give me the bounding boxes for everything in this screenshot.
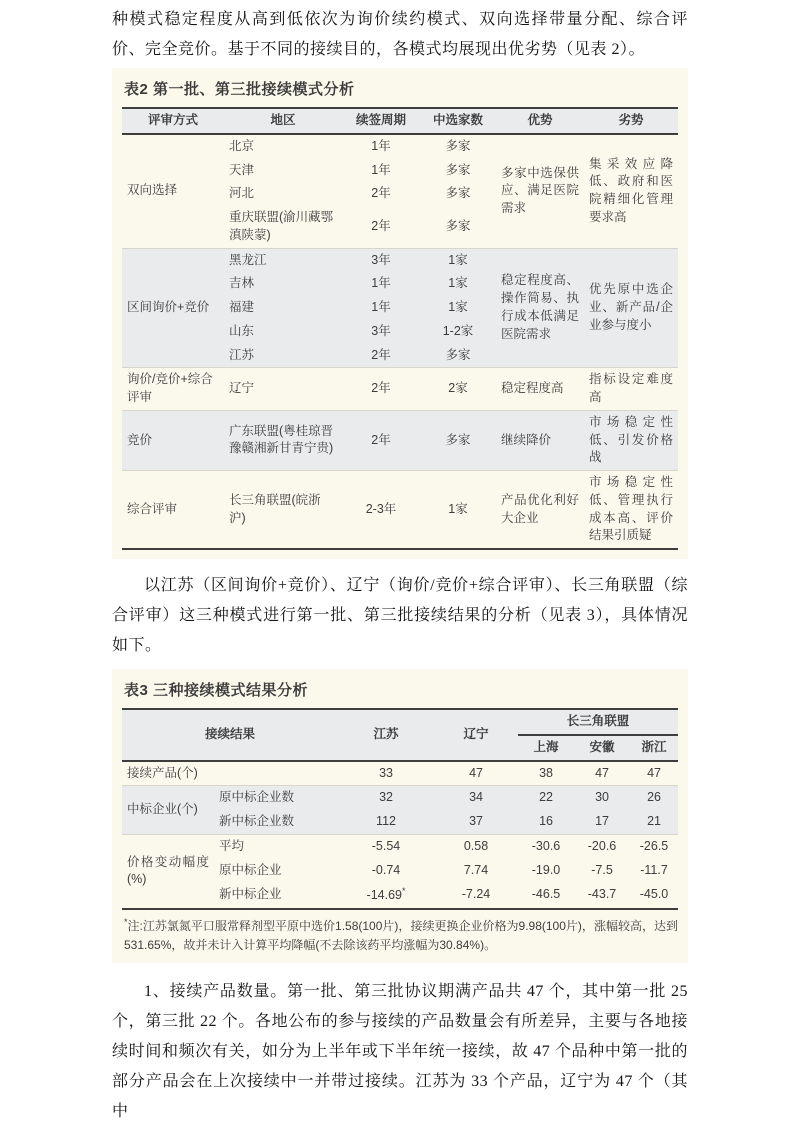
t3-group-label: 中标企业(个) [122,786,214,835]
table2-block [112,68,688,559]
table2 [122,107,678,550]
t3-value-cell: -45.0 [639,887,669,902]
table-row [122,471,678,550]
t3-value-cell [338,882,434,909]
t2-period-cell: 1年 [371,138,391,153]
t3-value-cell: 47 [647,765,661,780]
t3-sub-label: 平均 [214,834,338,858]
t2-period-cell: 2年 [371,186,391,201]
t3-value-cell: -26.5 [630,834,678,858]
t2-region-cell: 天津 [229,162,255,177]
t2-mode-cell: 竞价 [122,410,224,470]
t2-winners-cell: 1家 [420,296,496,320]
t2-winners-cell: 1家 [420,272,496,296]
t2-winners-cell: 1家 [420,248,496,272]
t2-disadvantage-cell: 市场稳定性低、管理执行成本高、评价结果引质疑 [584,471,678,550]
t2-region-cell: 江苏 [224,344,342,368]
t2-disadvantage-cell: 优先原中选企业、新产品/企业参与度小 [584,248,678,368]
paragraph-middle: 以江苏（区间询价+竞价）、辽宁（询价/竞价+综合评审）、长三角联盟（综合评审）这三种模式进行第一批、第三批接续结果的分析（见表 3），具体情况如下。 [112,577,688,654]
t3-value-cell: 30 [574,786,630,810]
t2-header-region: 地区 [224,108,342,134]
t3-value-cell: 21 [630,810,678,834]
t2-header-disadvantage: 劣势 [584,108,678,134]
t2-advantage-cell: 稳定程度高 [496,368,584,411]
t2-period-cell: 3年 [342,248,420,272]
t2-header-advantage: 优势 [496,108,584,134]
t3-value-cell: -7.5 [591,862,613,877]
t3-value-cell: 26 [630,786,678,810]
table2-header-row [122,108,678,134]
table2-title: 表2 第一批、第三批接续模式分析 [124,81,355,98]
t3-value-cell: 47 [595,765,609,780]
t2-mode-cell: 双向选择 [127,183,178,198]
t2-winners-cell: 2家 [420,368,496,411]
t2-winners-cell: 1-2家 [420,320,496,344]
t3-value-cell: 16 [518,810,574,834]
t2-period-cell: 2年 [342,344,420,368]
t3-value-cell: -19.0 [531,862,561,877]
t3-value-cell: 22 [518,786,574,810]
t3-value-cell: 37 [434,810,518,834]
t2-period-cell: 1年 [342,296,420,320]
t2-advantage-cell: 继续降价 [496,410,584,470]
t2-period-cell: 1年 [342,272,420,296]
table-row [122,134,678,159]
table-row [122,786,678,810]
table-row [122,368,678,411]
t3-value-cell: -7.24 [461,887,491,902]
t2-region-cell: 北京 [229,138,255,153]
table3 [122,708,678,910]
t2-period-cell: 3年 [342,320,420,344]
footnote-asterisk: * [124,917,128,928]
footnote-text: 注:江苏氯氮平口服常释剂型平原中选价1.58(100片)，接续更换企业价格为9.98(100片)，涨幅较高，达到531.65%，故并未计入计算平均降幅(不去除该药平均涨幅为30.84%)。 [124,919,678,952]
t3-value-cell: 38 [539,765,553,780]
t3-sub-label: 新中标企业 [219,887,282,902]
t3-value-cell: -0.74 [371,862,401,877]
t2-advantage-cell: 产品优化利好大企业 [496,471,584,550]
t3-value-cell: -5.54 [338,834,434,858]
t3-value-cell: 33 [379,765,393,780]
t2-region-cell: 黑龙江 [224,248,342,272]
paragraph-intro: 种模式稳定程度从高到低依次为询价续约模式、双向选择带量分配、综合评价、完全竞价。基于不同的接续目的，各模式均展现出优劣势（见表 2）。 [112,11,688,58]
t3-header-jiangsu: 江苏 [338,709,434,761]
t2-winners-cell: 多家 [445,186,471,201]
t2-winners-cell: 多家 [445,138,471,153]
t2-period-cell: 2年 [342,410,420,470]
t3-group-label: 价格变动幅度(%) [122,834,214,909]
t3-value-cell: 0.58 [434,834,518,858]
table-row [122,834,678,858]
t2-disadvantage-cell: 市场稳定性低、引发价格战 [584,410,678,470]
t3-footnote-marker: * [401,886,406,897]
t3-value-cell: 47 [469,765,483,780]
t3-header-alliance: 长三角联盟 [518,709,678,735]
t2-mode-cell: 综合评审 [122,471,224,550]
t3-sub-label: 新中标企业数 [214,810,338,834]
t2-header-winners: 中选家数 [420,108,496,134]
t2-winners-cell: 多家 [420,410,496,470]
t2-region-cell: 广东联盟(粤桂琼晋豫赣湘新甘青宁贵) [224,410,342,470]
t2-winners-cell: 1家 [420,471,496,550]
t2-period-cell: 2年 [342,368,420,411]
t2-region-cell: 福建 [224,296,342,320]
t3-value-cell: 7.74 [463,862,489,877]
t3-header-anhui: 安徽 [574,735,630,761]
table-row [122,761,678,786]
t3-value-cell: 34 [434,786,518,810]
t2-advantage-cell: 稳定程度高、操作简易、执行成本低满足医院需求 [496,248,584,368]
table-row [122,410,678,470]
t2-region-cell: 河北 [229,186,255,201]
table-row [122,248,678,272]
table3-title: 表3 三种接续模式结果分析 [124,682,309,699]
t3-sub-label: 原中标企业数 [214,786,338,810]
t3-value-cell: 32 [338,786,434,810]
t2-region-cell: 山东 [224,320,342,344]
t3-value-cell: -46.5 [531,887,561,902]
t2-mode-cell: 区间询价+竞价 [122,248,224,368]
t2-winners-cell: 多家 [445,162,471,177]
t3-header-liaoning: 辽宁 [434,709,518,761]
t2-header-mode: 评审方式 [122,108,224,134]
t2-advantage-cell: 多家中选保供应、满足医院需求 [501,165,579,215]
t2-disadvantage-cell: 指标设定难度高 [584,368,678,411]
t2-period-cell: 2年 [371,218,391,233]
t2-region-cell: 辽宁 [224,368,342,411]
t2-region-cell: 长三角联盟(皖浙沪) [224,471,342,550]
t2-mode-cell: 询价/竞价+综合评审 [122,368,224,411]
t3-sub-label: 原中标企业 [219,862,282,877]
t3-value-cell: -20.6 [574,834,630,858]
t3-value-cell: 112 [338,810,434,834]
t3-value-cell: -11.7 [640,862,668,877]
t2-disadvantage-cell: 集采效应降低、政府和医院精细化管理要求高 [589,156,673,224]
t3-value-cell: -30.6 [518,834,574,858]
t2-header-period: 续签周期 [342,108,420,134]
t2-period-cell: 2-3年 [342,471,420,550]
t2-region-cell: 重庆联盟(渝川藏鄂滇陕蒙) [229,210,334,242]
paragraph-bottom: 1、接续产品数量。第一批、第三批协议期满产品共 47 个，其中第一批 25 个，第三批 22 个。各地公布的参与接续的产品数量会有所差异，主要与各地接续时间和频次有关，如分为上半年或下半年统一接续，故 47 个品种中第一批的部分产品会在上次接续中一并带过接续。江苏为 33 个产品，辽宁为 47 个（其中 [112,983,688,1121]
t3-value-text: -14.69 [366,888,402,903]
t2-region-cell: 吉林 [224,272,342,296]
table3-footnote [122,910,678,954]
t3-value-cell: -43.7 [587,887,617,902]
t3-header-result: 接续结果 [122,709,338,761]
table3-header-row-1 [122,709,678,735]
t2-winners-cell: 多家 [420,344,496,368]
t3-header-zhejiang: 浙江 [630,735,678,761]
t3-header-shanghai: 上海 [518,735,574,761]
table3-block [112,669,688,963]
t3-row-label: 接续产品(个) [127,765,198,780]
t2-period-cell: 1年 [371,162,391,177]
t2-winners-cell: 多家 [445,218,471,233]
t3-value-cell: 17 [574,810,630,834]
